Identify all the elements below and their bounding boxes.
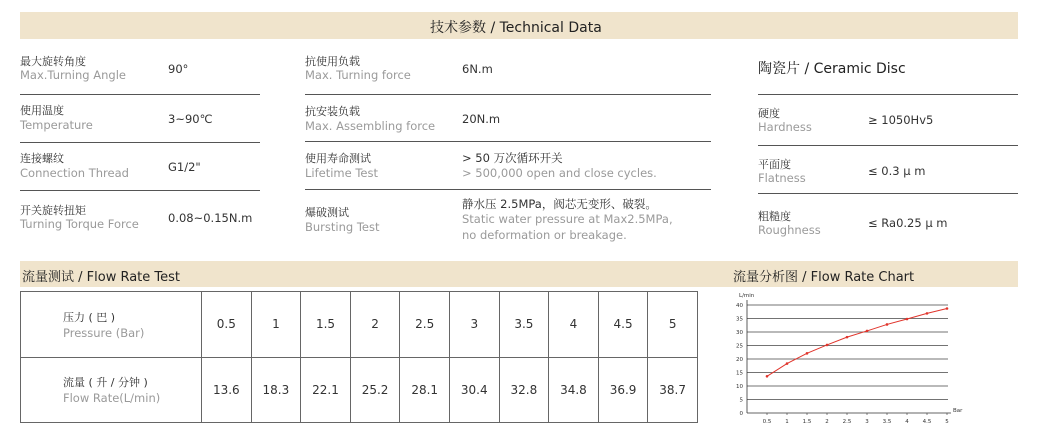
pressure-cell: 4 xyxy=(549,292,599,358)
flow-cell: 38.7 xyxy=(648,357,698,423)
data-point xyxy=(906,318,909,321)
divider xyxy=(758,193,1018,194)
y-tick-label: 25 xyxy=(736,343,743,350)
temperature-value: 3~90℃ xyxy=(168,112,213,126)
data-point xyxy=(846,336,849,339)
data-point xyxy=(926,312,929,315)
data-point xyxy=(886,323,889,326)
flatness-label-en: Flatness xyxy=(758,171,806,185)
pressure-label-en: Pressure (Bar) xyxy=(63,325,145,340)
data-point xyxy=(946,307,949,310)
x-tick-label: 4.5 xyxy=(922,419,932,425)
y-tick-label: 0 xyxy=(739,411,743,417)
x-tick-label: 4 xyxy=(905,419,909,425)
connection-thread-label-cn: 连接螺纹 xyxy=(20,152,64,165)
max-turning-angle-label-cn: 最大旋转角度 xyxy=(20,55,86,68)
roughness-label-en: Roughness xyxy=(758,223,821,237)
flow-rate-test-title: 流量测试 / Flow Rate Test xyxy=(22,270,180,285)
temperature-label-cn: 使用温度 xyxy=(20,104,64,117)
flow-cell: 36.9 xyxy=(598,357,648,423)
roughness-value: ≤ Ra0.25 μ m xyxy=(868,216,948,230)
connection-thread-value: G1/2" xyxy=(168,160,201,174)
flow-label-cn: 流量 ( 升 / 分钟 ) xyxy=(63,376,148,390)
table-row xyxy=(21,292,698,358)
hardness-label-en: Hardness xyxy=(758,120,812,134)
data-point xyxy=(866,330,869,333)
divider xyxy=(20,94,260,95)
divider xyxy=(20,142,260,143)
max-assembling-force-value: 20N.m xyxy=(462,112,501,126)
flatness-value: ≤ 0.3 μ m xyxy=(868,164,926,178)
pressure-label-cn: 压力 ( 巴 ) xyxy=(63,310,116,324)
max-turning-force-value: 6N.m xyxy=(462,62,493,76)
hardness-value: ≥ 1050Hv5 xyxy=(868,113,934,127)
divider xyxy=(758,94,1018,95)
max-assembling-force-label-en: Max. Assembling force xyxy=(305,119,436,133)
pressure-cell: 2 xyxy=(350,292,400,358)
table-row xyxy=(21,357,698,423)
temperature-label-en: Temperature xyxy=(20,118,93,132)
x-tick-label: 0.5 xyxy=(762,419,772,425)
flow-cell: 30.4 xyxy=(449,357,499,423)
pressure-header-cell xyxy=(21,292,202,358)
divider xyxy=(305,94,711,95)
pressure-cell: 0.5 xyxy=(202,292,252,358)
data-point xyxy=(786,362,789,365)
roughness-label-cn: 粗糙度 xyxy=(758,210,791,223)
flow-cell: 28.1 xyxy=(400,357,450,423)
lifetime-test-value-cn: > 50 万次循环开关 xyxy=(462,151,563,165)
turning-torque-label-cn: 开关旋转扭矩 xyxy=(20,204,86,217)
data-point xyxy=(806,352,809,355)
hardness-label-cn: 硬度 xyxy=(758,107,780,120)
flow-rate-chart xyxy=(728,290,978,430)
divider xyxy=(20,190,260,191)
divider xyxy=(305,141,711,142)
turning-torque-label-en: Turning Torque Force xyxy=(20,217,139,231)
y-tick-label: 5 xyxy=(739,397,743,404)
x-tick-label: 5 xyxy=(945,419,949,425)
flow-cell: 22.1 xyxy=(301,357,351,423)
flow-cell: 32.8 xyxy=(499,357,549,423)
flow-cell: 25.2 xyxy=(350,357,400,423)
y-tick-label: 20 xyxy=(736,357,743,363)
y-tick-label: 15 xyxy=(736,370,743,377)
x-tick-label: 1 xyxy=(785,419,789,425)
max-turning-force-label-en: Max. Turning force xyxy=(305,68,411,82)
bursting-test-value-en-2: no deformation or breakage. xyxy=(462,228,627,242)
x-axis-label: Bar xyxy=(953,408,963,414)
pressure-cell: 4.5 xyxy=(598,292,648,358)
y-axis-label: L/min xyxy=(739,293,755,299)
pressure-cell: 3.5 xyxy=(499,292,549,358)
x-tick-label: 1.5 xyxy=(802,419,812,425)
data-point xyxy=(826,344,829,347)
max-turning-force-label-cn: 抗使用负载 xyxy=(305,55,360,68)
pressure-cell: 1 xyxy=(251,292,301,358)
technical-data-title: 技术参数 / Technical Data xyxy=(430,20,602,36)
flow-cell: 34.8 xyxy=(549,357,599,423)
x-tick-label: 2 xyxy=(825,419,829,425)
lifetime-test-value-en: > 500,000 open and close cycles. xyxy=(462,166,657,180)
flow-rate-chart-title: 流量分析图 / Flow Rate Chart xyxy=(733,270,915,285)
y-tick-label: 30 xyxy=(736,330,743,336)
divider xyxy=(758,145,1018,146)
x-tick-label: 3 xyxy=(865,419,869,425)
y-tick-label: 35 xyxy=(736,316,743,323)
x-tick-label: 2.5 xyxy=(842,419,852,425)
y-tick-label: 10 xyxy=(736,384,743,390)
y-tick-label: 40 xyxy=(736,303,743,309)
flow-label-en: Flow Rate(L/min) xyxy=(63,391,161,406)
lifetime-test-label-cn: 使用寿命测试 xyxy=(305,152,371,165)
flow-cell: 13.6 xyxy=(202,357,252,423)
pressure-cell: 5 xyxy=(648,292,698,358)
divider xyxy=(305,189,711,190)
flow-header-cell xyxy=(21,357,202,423)
bursting-test-value-cn: 静水压 2.5MPa，阀芯无变形、破裂。 xyxy=(462,197,657,211)
max-turning-angle-value: 90° xyxy=(168,62,189,76)
pressure-cell: 2.5 xyxy=(400,292,450,358)
connection-thread-label-en: Connection Thread xyxy=(20,166,129,180)
bursting-test-value-en-1: Static water pressure at Max2.5MPa, xyxy=(462,212,673,226)
pressure-cell: 3 xyxy=(449,292,499,358)
ceramic-disc-title: 陶瓷片 / Ceramic Disc xyxy=(758,61,906,77)
pressure-cell: 1.5 xyxy=(301,292,351,358)
lifetime-test-label-en: Lifetime Test xyxy=(305,166,379,180)
data-point xyxy=(766,375,769,378)
flatness-label-cn: 平面度 xyxy=(758,158,791,171)
flow-cell: 18.3 xyxy=(251,357,301,423)
max-turning-angle-label-en: Max.Turning Angle xyxy=(20,68,126,82)
bursting-test-label-en: Bursting Test xyxy=(305,220,380,234)
bursting-test-label-cn: 爆破测试 xyxy=(305,206,349,219)
flow-rate-table xyxy=(20,291,698,423)
max-assembling-force-label-cn: 抗安装负载 xyxy=(305,105,360,118)
x-tick-label: 3.5 xyxy=(882,419,892,425)
turning-torque-value: 0.08~0.15N.m xyxy=(168,211,253,225)
